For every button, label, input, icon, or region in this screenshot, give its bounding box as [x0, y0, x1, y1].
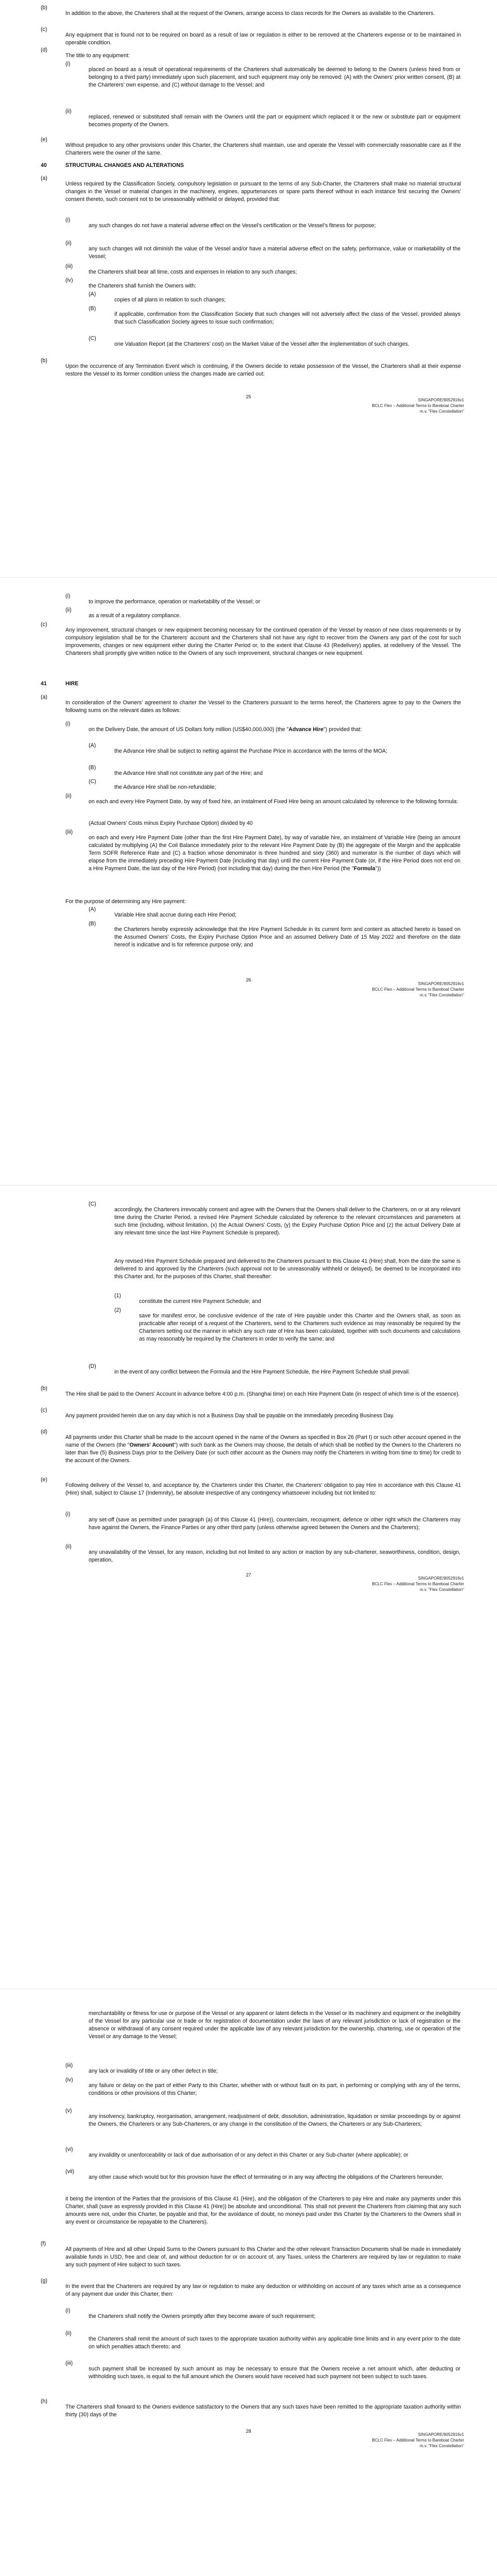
clause-paragraph: For the purpose of determining any Hire payment:	[65, 898, 186, 905]
item-paragraph: in the event of any conflict between the Formula and the Hire Payment Schedule, the Hire Payment Schedule shall prevail.	[114, 1368, 410, 1375]
item-label: (A)	[89, 742, 96, 749]
page-footer	[372, 397, 464, 414]
subclause-label: (ii)	[65, 793, 72, 799]
section-number: 40	[41, 162, 47, 168]
subclause-paragraph	[89, 726, 460, 734]
subclause-paragraph: any set-off (save as permitted under paragraph (a) of this Clause 41 (Hire)), counterclaim, recoupment, defence or other right which the Charterers may have against the Owners, the Finance Parties or any other third party (unless otherwise agreed between the Owners and the Charterers);	[89, 1516, 460, 1531]
subclause-paragraph: placed on board as a result of operational requirements of the Charterers shall automatically be deemed to belong to the Owners (unless hired from or belonging to a third party) immediately upon such placement, and such equipment may only be removed: (A) with the Owners' prior written consent, (B) at the Charterers' own expense, and (C) without damage to the Vessel; and	[89, 66, 460, 88]
subclause-label: (iii)	[65, 2062, 73, 2069]
formula-text: (Actual Owners' Costs minus Expiry Purchase Option) divided by 40	[89, 820, 253, 826]
footer-doc-ref: SINGAPORE/9052916v1	[418, 2432, 464, 2437]
subclause-label: (i)	[65, 593, 71, 599]
clause-paragraph: Following delivery of the Vessel to, and acceptance by, the Charterers under this Charter, the Charterers' obligation to pay Hire in accordance with this Clause 41 (Hire) shall, subject to Clause 17 (Indemnity), be absolute irrespective of any contingency whatsoever including but not limited to:	[65, 1482, 461, 1496]
page-divider	[0, 577, 497, 578]
subclause-label: (i)	[65, 721, 71, 727]
clause-paragraph: Without prejudice to any other provisions under this Charter, the Charterers shall maintain, use and operate the Vessel with commercially reasonable care as if the Charterers were the owner of the same.	[65, 142, 461, 156]
subclause-paragraph: any lack or invalidity of title or any other defect in title;	[89, 2067, 218, 2074]
item-paragraph: the Charterers hereby expressly acknowledge that the Hire Payment Schedule in its current form and content as attached hereto is based on the Assumed Owners' Costs, the Expiry Purchase Option Price and an assumed Delivery Date of 15 May 2022 and therefore on the date hereof is indicative and is for reference purpose only; and	[114, 926, 460, 948]
clause-label: (d)	[41, 47, 47, 53]
section-heading: HIRE	[65, 681, 79, 687]
clause-paragraph: In addition to the above, the Charterers shall at the request of the Owners, arrange access to class records for the Owners as available to the Charterers.	[65, 10, 435, 16]
clause-paragraph: Any improvement, structural changes or new equipment becoming necessary for the continued operation of the Vessel by reason of new class requirements or by compulsory legislation shall be for the Charterers' account and the Charterers shall not have any right to recover from the Owners any part of the cost for such improvements, changes or new equipment either during the Charter Period or, to the extent that Clause 43 (Redelivery) applies, at redelivery of the Vessel. The Charterers shall promptly give written notice to the Owners of any such improvement, structural changes or new equipment.	[65, 626, 461, 656]
subclause-label: (iv)	[65, 277, 73, 283]
subclause-paragraph: replaced, renewed or substituted shall remain with the Owners until the part or equipment which replaced it or the new or substitute part or equipment becomes property of the Owners.	[89, 113, 460, 128]
subclause-paragraph: any unavailability of the Vessel, for any reason, including but not limited to any action or inaction by any sub-charterer, seaworthiness, condition, design, operation,	[89, 1549, 460, 1563]
clause-label: (e)	[41, 137, 47, 143]
subclause-label: (ii)	[65, 240, 72, 246]
text-run: ") provided that:	[323, 726, 362, 733]
footer-doc-ref: SINGAPORE/9052916v1	[418, 1576, 464, 1581]
clause-paragraph: Any equipment that is found not to be required on board as a result of law or regulation is either to be removed at the Charterers expense or to be maintained in operable condition.	[65, 31, 461, 46]
subclause-paragraph: any such changes do not have a material adverse effect on the Vessel's certification or the Vessel's fitness for purpose;	[89, 222, 376, 229]
subclause-label: (ii)	[65, 1544, 72, 1550]
item-paragraph: one Valuation Report (at the Charterers' cost) on the Market Value of the Vessel after the implementation of such changes.	[114, 341, 409, 347]
item-label: (A)	[89, 291, 96, 297]
item-label: (D)	[89, 1363, 96, 1369]
item-paragraph: Any revised Hire Payment Schedule prepared and delivered to the Charterers pursuant to this Clause 41 (Hire) shall, from the date the same is delivered to and approved by the Charterers (such approval not to be unreasonably withheld or delayed), be deemed to be incorporated into this Charter and, for the purposes of this Charter, shall thereafter:	[114, 1258, 460, 1280]
clause-paragraph: Upon the occurrence of any Termination Event which is continuing, if the Owners decide to retake possession of the Vessel, the Charterers shall at their expense restore the Vessel to its former condition unless the changes made are carried out:	[65, 363, 461, 377]
subclause-label: (i)	[65, 61, 71, 67]
subclause-paragraph: any invalidity or unenforceability or lack of due authorisation of or any defect in this Charter or any Sub-charter (where applicable); or	[89, 2151, 408, 2158]
item-paragraph: the Advance Hire shall be subject to netting against the Purchase Price in accordance with the terms of the MOA;	[114, 748, 387, 754]
subclause-label: (iii)	[65, 2360, 73, 2366]
clause-paragraph: All payments of Hire and all other Unpaid Sums to the Owners pursuant to this Charter and the other relevant Transaction Documents shall be made in immediately available funds in USD, free and clear of, and without deduction for or on account of, any Taxes, unless the Charterers are required by law or regulation to make any such payment of Hire subject to such taxes.	[65, 2246, 461, 2268]
footer-vessel-name: m.v. "Flex Constellation"	[419, 1587, 464, 1592]
clause-label: (c)	[41, 621, 47, 628]
page-number: 28	[246, 2429, 251, 2434]
subclause-paragraph: to improve the performance, operation or marketability of the Vessel; or	[89, 598, 261, 605]
page-number: 25	[246, 394, 251, 399]
clause-label: (f)	[41, 2241, 46, 2247]
clause-label: (b)	[41, 1385, 47, 1392]
item-paragraph: the Advance Hire shall be non-refundable;	[114, 784, 216, 790]
clause-paragraph: The title to any equipment:	[65, 52, 130, 59]
clause-paragraph: it being the intention of the Parties that the provisions of this Clause 41 (Hire), and the obligation of the Charterers to pay Hire and make any payments under this Charter, shall (save as expressly provided in this Clause 41 (Hire)) be absolute and unconditional. This shall not prevent the Charterers from claiming that any such amounts were not, under this Charter, be payable and that, for the avoidance of doubt, no moneys paid under this Charter by the Charterers to the Owners shall in any event or circumstance be repayable to the Charterers).	[65, 2195, 461, 2225]
clause-label: (a)	[41, 694, 47, 700]
section-heading: STRUCTURAL CHANGES AND ALTERATIONS	[65, 162, 184, 168]
item-label: (C)	[89, 778, 96, 785]
clause-paragraph	[65, 1434, 461, 1465]
text-run: ") with such bank as the Owners may choose, the details of which shall be notified by the Owners to the Charterers no later than five (5) Business Days prior to the Delivery Date (or such other account as the Owners may notify the Charterers in writing from time to time) for credit to the account of the Owners.	[65, 1442, 461, 1464]
clause-paragraph: Unless required by the Classification Society, compulsory legislation or pursuant to the terms of any Sub-Charter, the Charterers shall make no material structural changes in the Vessel or material changes in the machinery, engines, appurtenances or spare parts thereof without in each instance first securing the Owners' consent thereto, such consent not to be unreasonably withheld or delayed, provided that:	[65, 180, 461, 202]
page-footer	[372, 1575, 464, 1592]
footer-vessel-name: m.v. "Flex Constellation"	[419, 2444, 464, 2448]
footer-doc-title: BCLC Flex – Additional Terms to Bareboat Charter	[372, 1582, 464, 1586]
clause-label: (g)	[41, 2278, 47, 2284]
clause-label: (b)	[41, 5, 47, 11]
subclause-label: (v)	[65, 2108, 72, 2114]
item-paragraph: save for manifest error, be conclusive evidence of the rate of Hire payable under this Charter and the Owners shall, as soon as practicable after receipt of a request of the Charterers, send to the Charterers such evidence as may reasonably be required by the Charterers setting out the manner in which any such rate of Hire has been calculated, together with such documents and calculations as may reasonably be required by the Charterers in order to verify the same; and	[139, 1312, 460, 1342]
subclause-paragraph: any insolvency, bankruptcy, reorganisation, arrangement, readjustment of debt, dissolution, administration, liquidation or similar proceedings by or against the Owners, the Charterers or any Sub-Charterers, or any change in the constitution of the Owners, the Charterers or any Sub-Charterers;	[89, 2113, 460, 2127]
clause-paragraph: Any payment provided herein due on any day which is not a Business Day shall be payable on the immediately preceding Business Day.	[65, 1412, 395, 1419]
subclause-paragraph	[89, 834, 460, 873]
clause-paragraph: In the event that the Charterers are required by any law or regulation to make any deduction or withholding on account of any taxes which arise as a consequence of any payment due under this Charter, then:	[65, 2283, 461, 2297]
text-run: "))	[375, 865, 381, 872]
page-footer	[372, 981, 464, 998]
page-number: 27	[246, 1572, 251, 1578]
subclause-label: (vii)	[65, 2168, 75, 2175]
subclause-label: (i)	[65, 2308, 71, 2314]
clause-label: (a)	[41, 175, 47, 181]
subclause-paragraph: as a result of a regulatory compliance.	[89, 612, 181, 619]
defined-term: Advance Hire	[288, 726, 323, 733]
item-paragraph: the Advance Hire shall not constitute any part of the Hire; and	[114, 770, 263, 776]
clause-paragraph: The Charterers shall forward to the Owners evidence satisfactory to the Owners that any such taxes have been remitted to the appropriate taxation authority within thirty (30) days of the	[65, 2403, 461, 2418]
subclause-label: (ii)	[65, 2330, 72, 2336]
subclause-paragraph: such payment shall be increased by such amount as may be necessary to ensure that the Owners receive a net amount which, after deducting or withholding such taxes, is equal to the full amount which the Owners would have received had such payment not been subject to such taxes.	[89, 2365, 460, 2380]
item-paragraph: constitute the current Hire Payment Schedule; and	[139, 1298, 261, 1304]
subclause-paragraph: the Charterers shall remit the amount of such taxes to the appropriate taxation authority within any applicable time limits and in any event prior to the date on which penalties attach thereto; and	[89, 2335, 460, 2350]
subclause-paragraph: the Charterers shall notify the Owners promptly after they become aware of such requirement;	[89, 2313, 316, 2319]
footer-doc-title: BCLC Flex – Additional Terms to Bareboat Charter	[372, 2438, 464, 2443]
footer-vessel-name: m.v. "Flex Constellation"	[419, 993, 464, 997]
footer-doc-ref: SINGAPORE/9052916v1	[418, 398, 464, 402]
clause-label: (h)	[41, 2398, 47, 2404]
subclause-label: (iv)	[65, 2077, 73, 2083]
clause-label: (b)	[41, 358, 47, 364]
subclause-paragraph: any failure or delay on the part of either Party to this Charter, whether with or without fault on its part, in performing or complying with any of the terms, conditions or other provisions of this Charter;	[89, 2082, 460, 2096]
subclause-paragraph: merchantability or fitness for use or purpose of the Vessel or any apparent or latent defects in the Vessel or its machinery and equipment or the ineligibility of the Vessel for any particular use or trade or for registration of documentation under the laws of any relevant jurisdiction or lack of registration or the absence or withdrawal of any consent required under the applicable law of any relevant jurisdiction for the ownership, chartering, use or operation of the Vessel or any damage to the Vessel;	[89, 2010, 460, 2040]
subclause-paragraph: the Charterers shall bear all time, costs and expenses in relation to any such changes;	[89, 268, 297, 275]
text-run: on each and every Hire Payment Date (other than the first Hire Payment Date), by way of variable hire, an instalment of Variable Hire (being an amount calculated by multiplying (A) the Coil Balance immediately prior to the relevant Hire Payment Date by (B) the aggregate of the Margin and the applicable Term SOFR Reference Rate and (C) a fraction whose denominator is three hundred and sixty (360) and numerator is the number of days which will elapse from the immediately preceding Hire Payment Date (including that day) until the current Hire Payment Date (or, if the Hire Period does not end on a Hire Payment Date, the last day of the Hire Period) (not including that day) during the then Hire Period (the "	[89, 834, 460, 872]
item-label: (B)	[89, 921, 96, 927]
item-label: (B)	[89, 306, 96, 312]
subclause-label: (i)	[65, 1511, 71, 1517]
item-paragraph: if applicable, confirmation from the Classification Society that such changes will not adversely affect the class of the Vessel, provided always that such Classification Society agrees to issue such confirmation;	[114, 311, 460, 325]
subclause-label: (iii)	[65, 263, 73, 269]
item-label: (B)	[89, 765, 96, 771]
item-paragraph: accordingly, the Charterers irrevocably consent and agree with the Owners that the Owners shall deliver to the Charterers, on or at any relevant time during the Charter Period, a revised Hire Payment Schedule calculated by reference to the relevant circumstances and parameters at such time (including, without limitation, (x) the Actual Owners' Costs, (y) the Expiry Purchase Option Price and (z) the actual Delivery Date at any relevant time since the last Hire Payment Schedule is prepared).	[114, 1206, 460, 1236]
text-run: on the Delivery Date, the amount of US Dollars forty million (US$40,000,000) (the "	[89, 726, 289, 733]
subclause-paragraph: any such changes will not diminish the value of the Vessel and/or have a material adverse effect on the safety, performance, value or marketability of the Vessel;	[89, 245, 460, 260]
item-paragraph: Variable Hire shall accrue during each Hire Period;	[114, 911, 237, 918]
subclause-paragraph: any other cause which would but for this provision have the effect of terminating or in any way affecting the obligations of the Charterers hereunder,	[89, 2174, 443, 2180]
clause-label: (c)	[41, 26, 47, 32]
defined-term: Formula	[353, 865, 375, 872]
subclause-paragraph: on each and every Hire Payment Date, by way of fixed hire, an instalment of Fixed Hire being an amount calculated by reference to the following formula:	[89, 798, 458, 805]
defined-term: Owners' Account	[129, 1442, 174, 1448]
page-number: 26	[246, 977, 251, 982]
footer-doc-title: BCLC Flex – Additional Terms to Bareboat Charter	[372, 403, 464, 408]
subclause-label: (ii)	[65, 607, 72, 613]
clause-label: (c)	[41, 1407, 47, 1413]
item-label: (A)	[89, 906, 96, 912]
item-paragraph: copies of all plans in relation to such changes;	[114, 296, 226, 303]
section-number: 41	[41, 681, 47, 687]
subclause-label: (ii)	[65, 108, 72, 114]
clause-paragraph: The Hire shall be paid to the Owners' Account in advance before 4:00 p.m. (Shanghai time) on each Hire Payment Date (in respect of which time is of the essence).	[65, 1391, 460, 1397]
page-footer	[372, 2432, 464, 2449]
subclause-label: (vi)	[65, 2146, 73, 2153]
footer-doc-title: BCLC Flex – Additional Terms to Bareboat Charter	[372, 987, 464, 992]
clause-paragraph: In consideration of the Owners' agreement to charter the Vessel to the Charterers pursuant to the terms hereof, the Charterers agree to pay to the Owners the following sums on the relevant dates as follows:	[65, 699, 461, 714]
item-label: (C)	[89, 1201, 96, 1207]
subclause-label: (iii)	[65, 829, 73, 835]
subclause-label: (i)	[65, 217, 71, 223]
footer-doc-ref: SINGAPORE/9052916v1	[418, 981, 464, 986]
clause-label: (e)	[41, 1477, 47, 1483]
clause-label: (d)	[41, 1429, 47, 1435]
item-label: (2)	[114, 1307, 121, 1313]
subclause-paragraph: the Charterers shall furnish the Owners with:	[89, 282, 197, 289]
item-label: (1)	[114, 1293, 121, 1299]
text-run: All payments under this Charter shall be made to the account opened in the name of the Owners as specified in Box 26 (Part I) or such other account opened in the name of the Owners (the "	[65, 1434, 461, 1448]
item-label: (C)	[89, 335, 96, 342]
footer-vessel-name: m.v. "Flex Constellation"	[419, 409, 464, 414]
